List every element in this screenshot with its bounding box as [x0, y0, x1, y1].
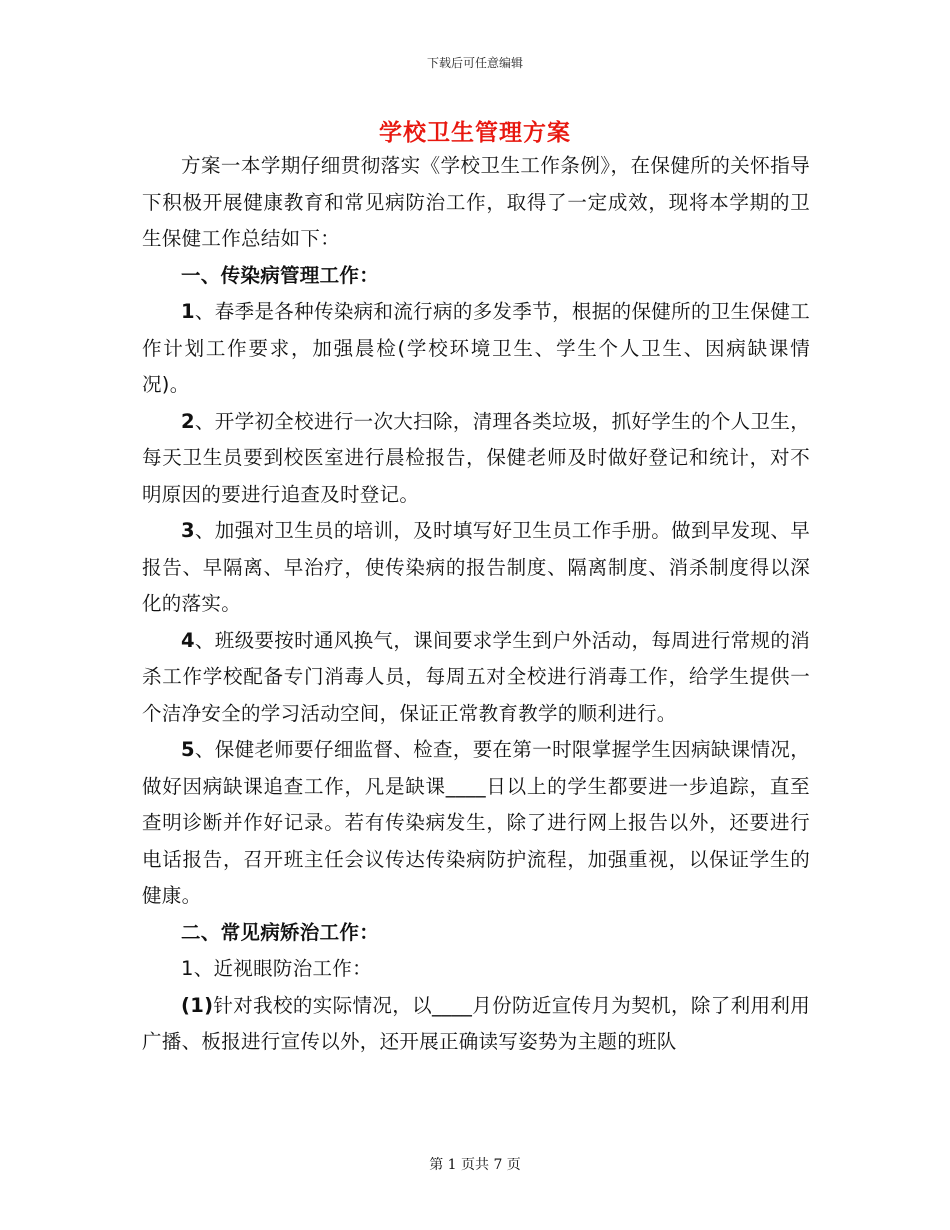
- item-number: 2: [181, 409, 195, 433]
- paragraph-text: 1、近视眼防治工作：: [181, 957, 372, 980]
- paragraph-item-1: [142, 294, 810, 404]
- paragraph-intro: [142, 148, 810, 258]
- paragraph-text: 、春季是各种传染病和流行病的多发季节，根据的保健所的卫生保健工作计划工作要求，加强晨检(学校环境卫生、学生个人卫生、因病缺课情况)。: [142, 300, 810, 396]
- paragraph-text: 针对我校的实际情况，以____月份防近宣传月为契机，除了利用利用广播、板报进行宣传以外，还开展正确读写姿势为主题的班队: [142, 993, 810, 1053]
- paragraph-text: 、加强对卫生员的培训，及时填写好卫生员工作手册。做到早发现、早报告、早隔离、早治疗，使传染病的报告制度、隔离制度、消杀制度得以深化的落实。: [142, 519, 810, 615]
- item-number: 5: [181, 738, 195, 761]
- paragraph-text: 、保健老师要仔细监督、检查，要在第一时限掌握学生因病缺课情况，做好因病缺课追查工作，凡是缺课____日以上的学生都要进一步追踪，直至查明诊断并作好记录。若有传染病发生，除了进行网上报告以外，还要进行电话报告，召开班主任会议传达传染病防护流程，加强重视，以保证学生的健康。: [142, 738, 810, 907]
- heading-text: 二、常见病矫治工作：: [181, 920, 380, 944]
- document-title: 学校卫生管理方案: [379, 120, 571, 146]
- section-heading-common-disease: [142, 915, 810, 952]
- paragraph-text: 、开学初全校进行一次大扫除，清理各类垃圾，抓好学生的个人卫生，每天卫生员要到校医室进行晨检报告，保健老师及时做好登记和统计，对不明原因的要进行追查及时登记。: [142, 409, 810, 506]
- item-number: (1): [181, 993, 214, 1017]
- paragraph-item-3: [142, 513, 810, 623]
- paragraph-item-4: [142, 623, 810, 733]
- paragraph-item-5: [142, 732, 810, 915]
- page-number-footer: 第 1 页共 7 页: [429, 1157, 521, 1173]
- heading-text: 一、传染病管理工作：: [181, 263, 380, 287]
- paragraph-item-2: [142, 404, 810, 514]
- paragraph-item-1-sub: [142, 988, 810, 1061]
- item-number: 1: [181, 300, 195, 323]
- section-heading-infectious-disease: [142, 258, 810, 295]
- page-header-note: 下载后可任意编辑: [426, 56, 523, 70]
- paragraph-text: 方案一本学期仔细贯彻落实《学校卫生工作条例》，在保健所的关怀指导下积极开展健康教育和常见病防治工作，取得了一定成效，现将本学期的卫生保健工作总结如下：: [142, 154, 810, 250]
- item-number: 3: [181, 519, 195, 542]
- item-number: 4: [181, 628, 195, 652]
- paragraph-text: 、班级要按时通风换气，课间要求学生到户外活动，每周进行常规的消杀工作学校配备专门消毒人员，每周五对全校进行消毒工作，给学生提供一个洁净安全的学习活动空间，保证正常教育教学的顺利进行。: [142, 628, 810, 725]
- document-body: [142, 148, 810, 1061]
- paragraph-subheading-myopia: [142, 951, 810, 988]
